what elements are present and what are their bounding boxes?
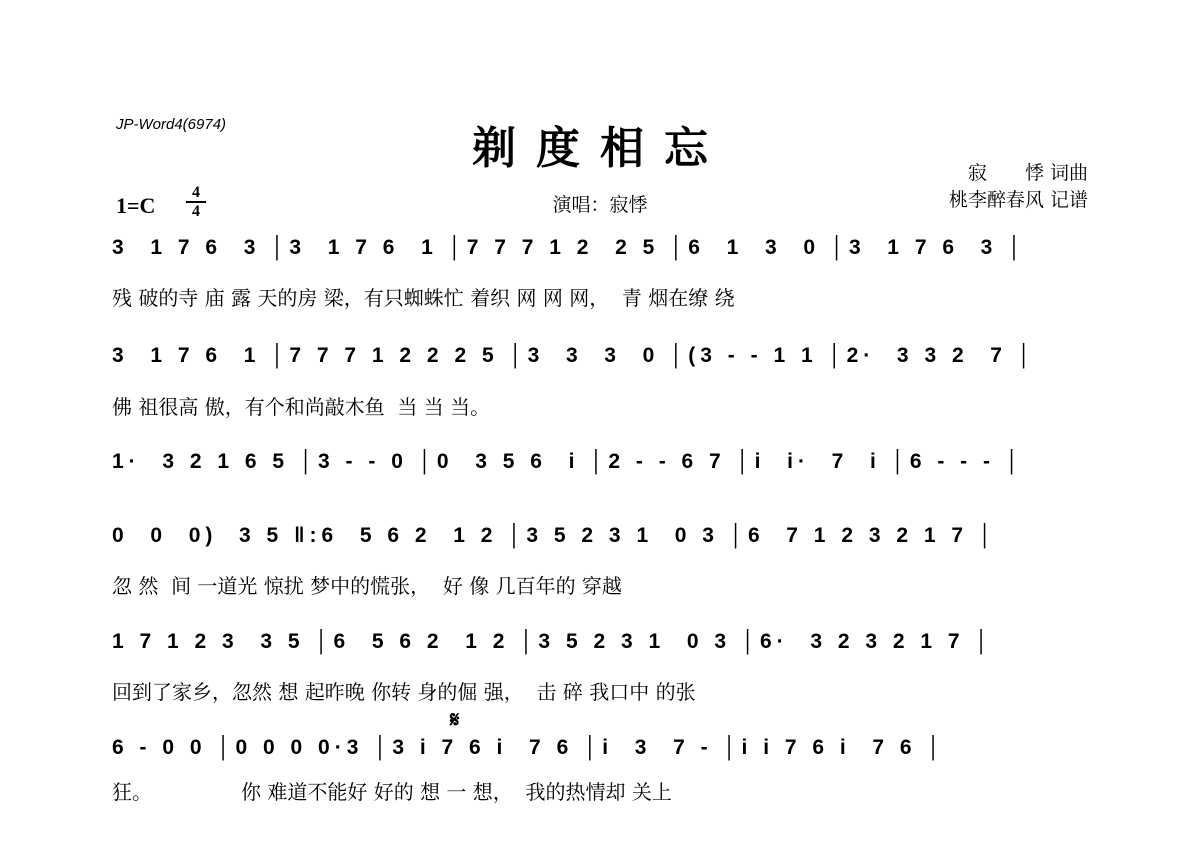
song-title: 剃度相忘	[472, 123, 728, 174]
notation-text: 1 7 1 2 3 3 5 │6 5 6 2 1 2 │3 5 2 3 1 0 3 │6· 3 2 3 2 1 7 │	[112, 630, 994, 653]
notation-row	[112, 736, 1088, 776]
lyrics-line: 残 破的寺 庙 露 天的房 梁，有只蜘蛛忙 着织 网 网 网， 青 烟在缭 绕	[112, 286, 735, 310]
notation-row	[112, 344, 1088, 384]
lyrics-line: 回到了家乡，忽然 想 起昨晚 你转 身的倔 强， 击 碎 我口中 的张	[112, 680, 696, 704]
notation-row	[112, 630, 1088, 670]
notation-row	[112, 450, 1088, 490]
notation-text: 3 1 7 6 1 │7 7 7 1 2 2 2 5 │3 3 3 0 │(3 - - 1 1 │2· 3 3 2 7 │	[112, 344, 1036, 367]
credits	[949, 160, 1088, 214]
lyricist-composer-credit: 寂 悸 词曲	[967, 162, 1088, 184]
notation-row	[112, 236, 1088, 276]
meter-bottom: 4	[192, 203, 200, 220]
key-signature: 1=C	[116, 193, 156, 218]
notation-text: 6 - 0 0 │0 0 0 0·3 │3 i 7 6 i 7 6 │i 3 7 - │i i 7 6 i 7 6 │	[112, 736, 946, 759]
notation-row	[112, 524, 1088, 564]
lyrics-line: 狂。 你 难道不能好 好的 想 一 想， 我的热情却 关上	[112, 780, 672, 804]
lyrics-line: 佛 祖很高 傲，有个和尚敲木鱼 当 当 当。	[112, 395, 491, 419]
lyrics-line: 忽 然 间 一道光 惊扰 梦中的慌张， 好 像 几百年的 穿越	[112, 574, 622, 598]
notation-text: 1· 3 2 1 6 5 │3 - - 0 │0 3 5 6 i │2 - - 6 7 │i i· 7 i │6 - - - │	[112, 450, 1024, 473]
source-label: JP-Word4(6974)	[116, 116, 227, 133]
notation-text: 3 1 7 6 3 │3 1 7 6 1 │7 7 7 1 2 2 5 │6 1 3 0 │3 1 7 6 3 │	[112, 236, 1027, 259]
notation-text: 0 0 0) 3 5 ‖:6 5 6 2 1 2 │3 5 2 3 1 0 3 │6 7 1 2 3 2 1 7 │	[112, 524, 998, 547]
transcriber-credit: 桃李醉春风 记谱	[948, 189, 1088, 211]
singer-label: 演唱：寂悸	[552, 194, 648, 216]
segno-sign: 𝄋	[450, 708, 460, 733]
meter-top: 4	[192, 184, 200, 201]
